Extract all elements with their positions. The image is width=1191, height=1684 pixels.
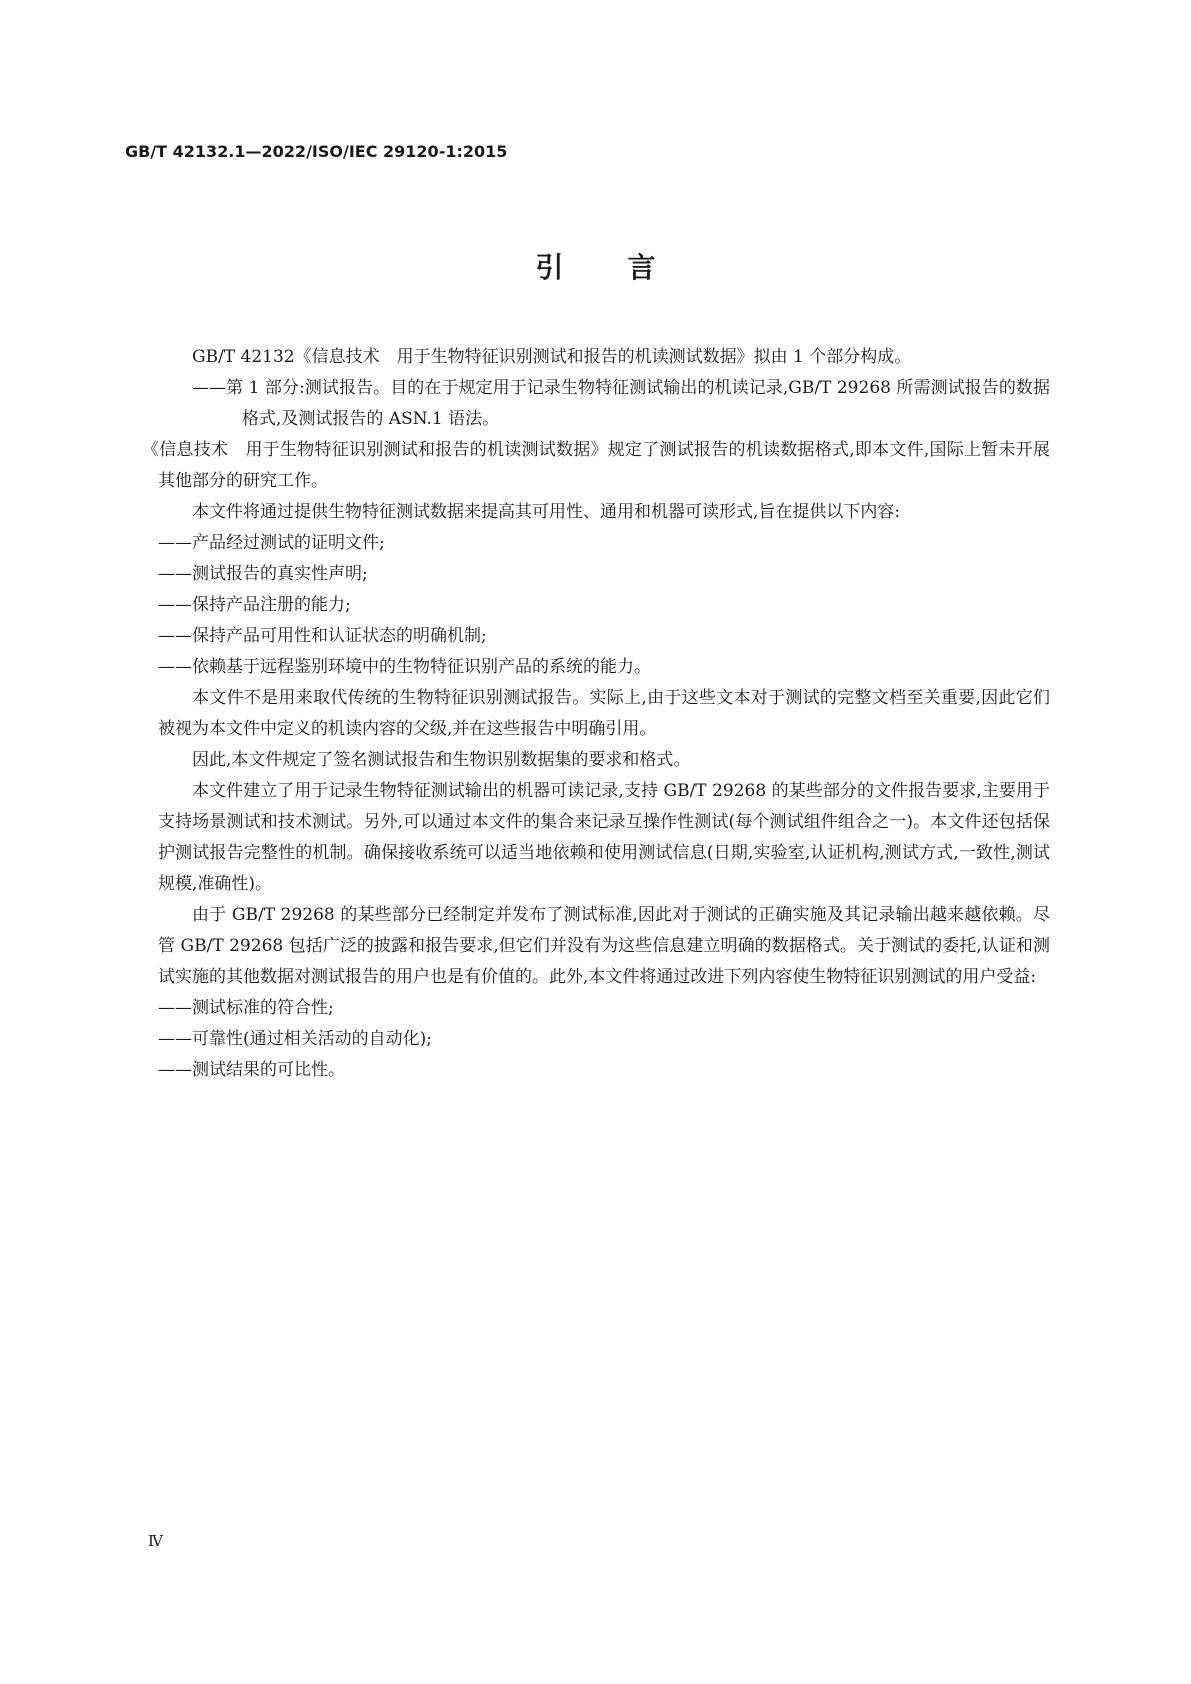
intro-paragraph-7: 由于 GB/T 29268 的某些部分已经制定并发布了测试标准,因此对于测试的正确实施及其记录输出越来越依赖。尽管 GB/T 29268 包括广泛的披露和报告要求,但它们并没有为这些信息建立明确的数据格式。关于测试的委托,认证和测试实施的其他数据对测试报告的用户也是有价值的。此外,本文件将通过改进下列内容使生物特征识别测试的用户受益: [158,905,1050,987]
part-1-item: ——第 1 部分:测试报告。目的在于规定用于记录生物特征测试输出的机读记录,GB/T 29268 所需测试报告的数据格式,及测试报告的 ASN.1 语法。 [192,378,1050,429]
list-item-comparability: ——测试结果的可比性。 [158,1060,345,1080]
intro-paragraph-4: 本文件不是用来取代传统的生物特征识别测试报告。实际上,由于这些文本对于测试的完整文档至关重要,因此它们被视为本文件中定义的机读内容的父级,并在这些报告中明确引用。 [158,688,1050,739]
list-item-mechanism: ——保持产品可用性和认证状态的明确机制; [158,626,487,646]
intro-paragraph-6: 本文件建立了用于记录生物特征测试输出的机器可读记录,支持 GB/T 29268 的某些部分的文件报告要求,主要用于支持场景测试和技术测试。另外,可以通过本文件的集合来记录互操作性测试(每个测试组件组合之一)。本文件还包括保护测试报告完整性的机制。确保接收系统可以适当地依赖和使用测试信息(日期,实验室,认证机构,测试方式,一致性,测试规模,准确性)。 [158,781,1050,894]
list-item-proof: ——产品经过测试的证明文件; [158,533,385,553]
intro-paragraph-3: 本文件将通过提供生物特征测试数据来提高其可用性、通用和机器可读形式,旨在提供以下内容: [192,502,901,522]
intro-paragraph-2: 《信息技术 用于生物特征识别测试和报告的机读测试数据》规定了测试报告的机读数据格式,即本文件,国际上暂未开展其他部分的研究工作。 [142,440,1050,491]
standard-number-header: GB/T 42132.1—2022/ISO/IEC 29120-1:2015 [125,142,508,161]
list-item-registration: ——保持产品注册的能力; [158,595,351,615]
list-item-reliance: ——依赖基于远程鉴别环境中的生物特征识别产品的系统的能力。 [158,657,651,677]
intro-paragraph-5: 因此,本文件规定了签名测试报告和生物识别数据集的要求和格式。 [192,750,691,770]
list-item-reliability: ——可靠性(通过相关活动的自动化); [158,1029,432,1049]
page-number: Ⅳ [148,1532,163,1550]
intro-paragraph-1: GB/T 42132《信息技术 用于生物特征识别测试和报告的机读测试数据》拟由 1 个部分构成。 [192,347,912,367]
list-item-authenticity: ——测试报告的真实性声明; [158,564,368,584]
section-title: 引言 [535,251,720,284]
body-text [142,342,1050,1086]
list-item-conformance: ——测试标准的符合性; [158,998,334,1018]
